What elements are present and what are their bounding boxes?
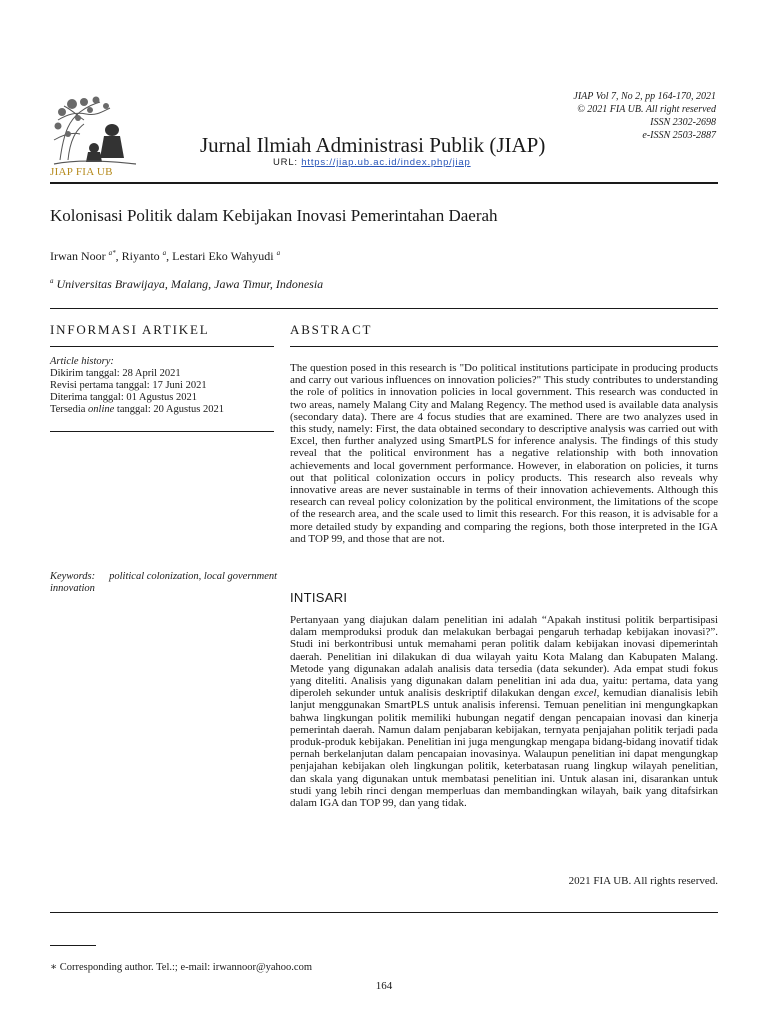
meta-line: JIAP Vol 7, No 2, pp 164-170, 2021 <box>573 91 716 102</box>
abstract-heading: ABSTRACT <box>290 322 373 337</box>
url-label: URL: <box>273 157 302 168</box>
author-sup: a* <box>108 249 116 257</box>
intisari-em: excel <box>573 687 597 700</box>
history-item: Diterima tanggal: 01 Agustus 2021 <box>50 392 197 403</box>
header-rule <box>50 182 718 184</box>
history-item: Dikirim tanggal: 28 April 2021 <box>50 368 181 379</box>
affiliation-sup: a <box>50 277 54 285</box>
bottom-rule <box>50 912 718 913</box>
keywords-text: political colonization, local government innovation <box>50 571 278 594</box>
journal-meta <box>573 90 716 142</box>
section-rule <box>50 308 718 309</box>
meta-line: © 2021 FIA UB. All right reserved <box>577 104 716 115</box>
intisari-part: , kemudian dianalisis lebih lanjut menggunakan SmartPLS untuk analisis inferensi. Temuan penelitian ini mengungkapkan bahwa lingkungan politik memiliki hubungan negatif dengan pencapaian inovasi dan kinerja pemerintah daerah. Namun dalam penjabaran kebijakan, ternyata penjajahan politik terjadi pada produk-produk kebijakan. Penelitian ini juga mengungkap mengapa bidang-bidang inovatif tidak pernah berkelanjutan dalam pencapaian inovasinya. Walaupun penelitian ini dapat mengungkap penjajahan kebijakan oleh lingkungan politik, keterbatasan ruang lingkup wilayah penelitian, dan skala yang digunakan untuk membatasi penelitian ini. Untuk alasan ini, disarankan untuk studi yang lebih rinci dengan memperluas dan membandingkan wilayah, baik yang ditafsirkan dalam IGA dan TOP 99, dan yang tidak. <box>290 687 718 810</box>
history-rule <box>50 431 274 432</box>
author-name: , Riyanto <box>115 249 163 263</box>
info-rule <box>50 346 274 347</box>
affiliation-text: Universitas Brawijaya, Malang, Jawa Timur, Indonesia <box>53 277 324 291</box>
history-suffix: tanggal: 20 Agustus 2021 <box>114 404 224 415</box>
affiliation <box>50 277 323 292</box>
abstract-text: The question posed in this research is "Do political institutions participate in producing products and carry out various influences on innovation policies?" This study contributes to understanding the role of politics in innovation policies in local government. This research was conducted in two areas, namely Malang City and Malang Regency. The method used is available data analysis (secondary data). There are 4 focus studies that are examined. There are two analyzes used in this study, namely: First, the data obtained secondary to descriptive analysis was carried out with Excel, then further analyzed using SmartPLS for inference analysis. The findings of this study reveal that the political environment has a negative relationship with both innovation achievements and local government performance. However, in elaboration on policies, it turns out that political colonization occurs in policy products. This research also reveals why innovative areas are never sustainable in terms of their innovation achievements. Although this research can reveal policy colonization by the political environment, the limitations of the scope of the research area, and the scale used to limit this research. For this reason, it is advisable for a more detailed study by expanding and comparing the regions, both those interpreted in the IGA and TOP 99, and those that are not. <box>290 362 718 545</box>
article-history <box>50 356 224 416</box>
meta-line: e-ISSN 2503-2887 <box>642 130 716 141</box>
keywords-label: Keywords: <box>50 571 96 582</box>
url-link[interactable]: https://jiap.ub.ac.id/index.php/jiap <box>301 157 471 168</box>
journal-title: Jurnal Ilmiah Administrasi Publik (JIAP) <box>200 133 546 157</box>
intisari-text <box>290 614 718 809</box>
author-name: Irwan Noor <box>50 249 109 263</box>
intisari-heading: INTISARI <box>290 590 348 605</box>
rights-notice: 2021 FIA UB. All rights reserved. <box>568 875 718 887</box>
footnote-text: Corresponding author. Tel.:; e-mail: irwannoor@yahoo.com <box>57 962 312 973</box>
author-sup: a <box>276 249 281 257</box>
intisari-part: Pertanyaan yang diajukan dalam penelitian ini adalah “Apakah institusi politik berpartisipasi dalam memproduksi produk dan melakukan berbagai pengaruh terhadap kebijakan inovasi?”. Studi ini berkontribusi untuk memahami peran politik dalam kebijakan inovasi dipemerintah daerah. Penelitian ini dilakukan di dua wilayah yaitu Kota Malang dan Kabupaten Malang. Metode yang digunakan adalah analisis data tersedia (data sekunder). Ada empat studi fokus yang diteliti. Analisis yang digunakan dalam penelitian ini ada dua, yaitu: pertama, data yang diperoleh sekunder untuk analisis deskriptif dilakukan dengan <box>290 614 718 700</box>
footnote-marker: ∗ <box>50 962 58 973</box>
journal-url <box>273 157 471 168</box>
footnote <box>50 961 312 973</box>
history-item <box>50 404 224 416</box>
page-number: 164 <box>375 980 393 992</box>
abstract-rule <box>290 346 718 347</box>
history-online: online <box>88 404 115 415</box>
paper-title: Kolonisasi Politik dalam Kebijakan Inovasi Pemerintahan Daerah <box>50 206 498 225</box>
keywords <box>50 571 280 595</box>
history-label: Article history: <box>50 356 114 367</box>
author-name: , Lestari Eko Wahyudi <box>166 249 277 263</box>
author-sup: a <box>162 249 167 257</box>
info-heading: INFORMASI ARTIKEL <box>50 322 210 337</box>
history-item: Revisi pertama tanggal: 17 Juni 2021 <box>50 380 207 391</box>
author-list <box>50 249 280 264</box>
logo-text: JIAP FIA UB <box>50 166 113 178</box>
meta-line: ISSN 2302-2698 <box>650 117 716 128</box>
history-prefix: Tersedia <box>50 404 89 415</box>
footnote-rule <box>50 945 96 946</box>
